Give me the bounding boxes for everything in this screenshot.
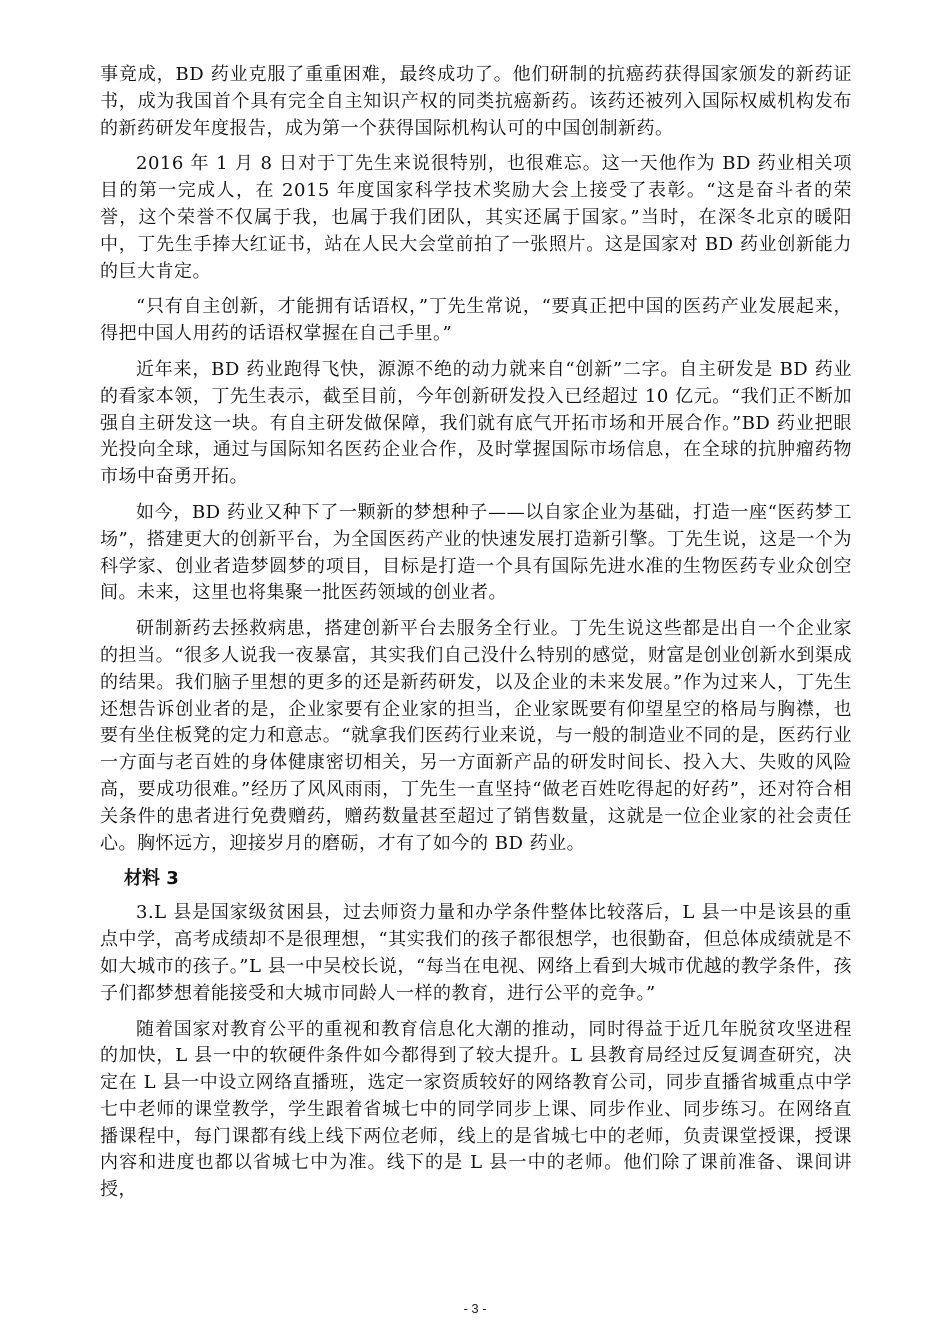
page-number: - 3 -: [463, 1301, 487, 1316]
paragraph-innovation: 近年来，BD 药业跑得飞快，源源不绝的动力就来自“创新”二字。自主研发是 BD 药业的看家本领，丁先生表示，截至目前，今年创新研发投入已经超过 10 亿元。“我们正不断加强自主研发这一块。有自主研发做保障，我们就有底气开拓市场和开展合作。”BD 药业把眼光投向全球，通过与国际知名医药企业合作，及时掌握国际市场信息，在全球的抗肿瘤药物市场中奋勇开拓。: [100, 358, 852, 488]
paragraph-responsibility: 研制新药去拯救病患，搭建创新平台去服务全行业。丁先生说这些都是出自一个企业家的担当。“很多人说我一夜暴富，其实我们自己没什么特别的感觉，财富是创业创新水到渠成的结果。我们脑子里想的更多的还是新药研发，以及企业的未来发展。”作为过来人，丁先生还想告诉创业者的是，企业家要有企业家的担当，企业家既要有仰望星空的格局与胸襟，也要有坐住板凳的定力和意志。“就拿我们医药行业来说，与一般的制造业不同的是，医药行业一方面与老百姓的身体健康密切相关，另一方面新产品的研发时间长、投入大、失败的风险高，要成功很难。”经历了风风雨雨，丁先生一直坚持“做老百姓吃得起的好药”，还对符合相关条件的患者进行免费赠药，赠药数量甚至超过了销售数量，这就是一位企业家的社会责任心。胸怀远方，迎接岁月的磨砺，才有了如今的 BD 药业。: [100, 618, 852, 854]
paragraph-continuation: 事竟成，BD 药业克服了重重困难，最终成功了。他们研制的抗癌药获得国家颁发的新药证书，成为我国首个具有完全自主知识产权的同类抗癌新药。该药还被列入国际权威机构发布的新药研发年度报告，成为第一个获得国际机构认可的中国创制新药。: [100, 64, 852, 139]
section-heading: 材料 3: [124, 868, 179, 890]
document-body: [100, 62, 852, 1213]
paragraph-live-class: 随着国家对教育公平的重视和教育信息化大潮的推动，同时得益于近几年脱贫攻坚进程的加快，L 县一中的软硬件条件如今都得到了较大提升。L 县教育局经过反复调查研究，决定在 L 县一中设立网络直播班，选定一家资质较好的网络教育公司，同步直播省城重点中学七中老师的课堂教学，学生跟着省城七中的同学同步上课、同步作业、同步练习。在网络直播课程中，每门课都有线上线下两位老师，线上的是省城七中的老师，负责课堂授课，授课内容和进度也都以省城七中为准。线下的是 L 县一中的老师。他们除了课前准备、课间讲授，: [100, 1018, 852, 1201]
paragraph-county-school: 3.L 县是国家级贫困县，过去师资力量和办学条件整体比较落后，L 县一中是该县的重点中学，高考成绩却不是很理想，“其实我们的孩子都很想学，也很勤奋，但总体成绩就是不如大城市的孩子。”L 县一中吴校长说，“每当在电视、网络上看到大城市优越的教学条件，孩子们都梦想着能接受和大城市同龄人一样的教育，进行公平的竞争。”: [100, 902, 852, 1004]
paragraph-dream-factory: 如今，BD 药业又种下了一颗新的梦想种子——以自家企业为基础，打造一座“医药梦工场”，搭建更大的创新平台，为全国医药产业的快速发展打造新引擎。丁先生说，这是一个为科学家、创业者造梦圆梦的项目，目标是打造一个具有国际先进水准的生物医药专业众创空间。未来，这里也将集聚一批医药领域的创业者。: [100, 501, 852, 604]
paragraph-award: 2016 年 1 月 8 日对于丁先生来说很特别，也很难忘。这一天他作为 BD 药业相关项目的第一完成人，在 2015 年度国家科学技术奖励大会上接受了表彰。“这是奋斗者的荣誉，这个荣誉不仅属于我，也属于我们团队，其实还属于国家。”当时，在深冬北京的暖阳中，丁先生手捧大红证书，站在人民大会堂前拍了一张照片。这是国家对 BD 药业创新能力的巨大肯定。: [100, 153, 852, 282]
paragraph-quote: “只有自主创新，才能拥有话语权，”丁先生常说，“要真正把中国的医药产业发展起来，得把中国人用药的话语权掌握在自己手里。”: [100, 296, 852, 345]
